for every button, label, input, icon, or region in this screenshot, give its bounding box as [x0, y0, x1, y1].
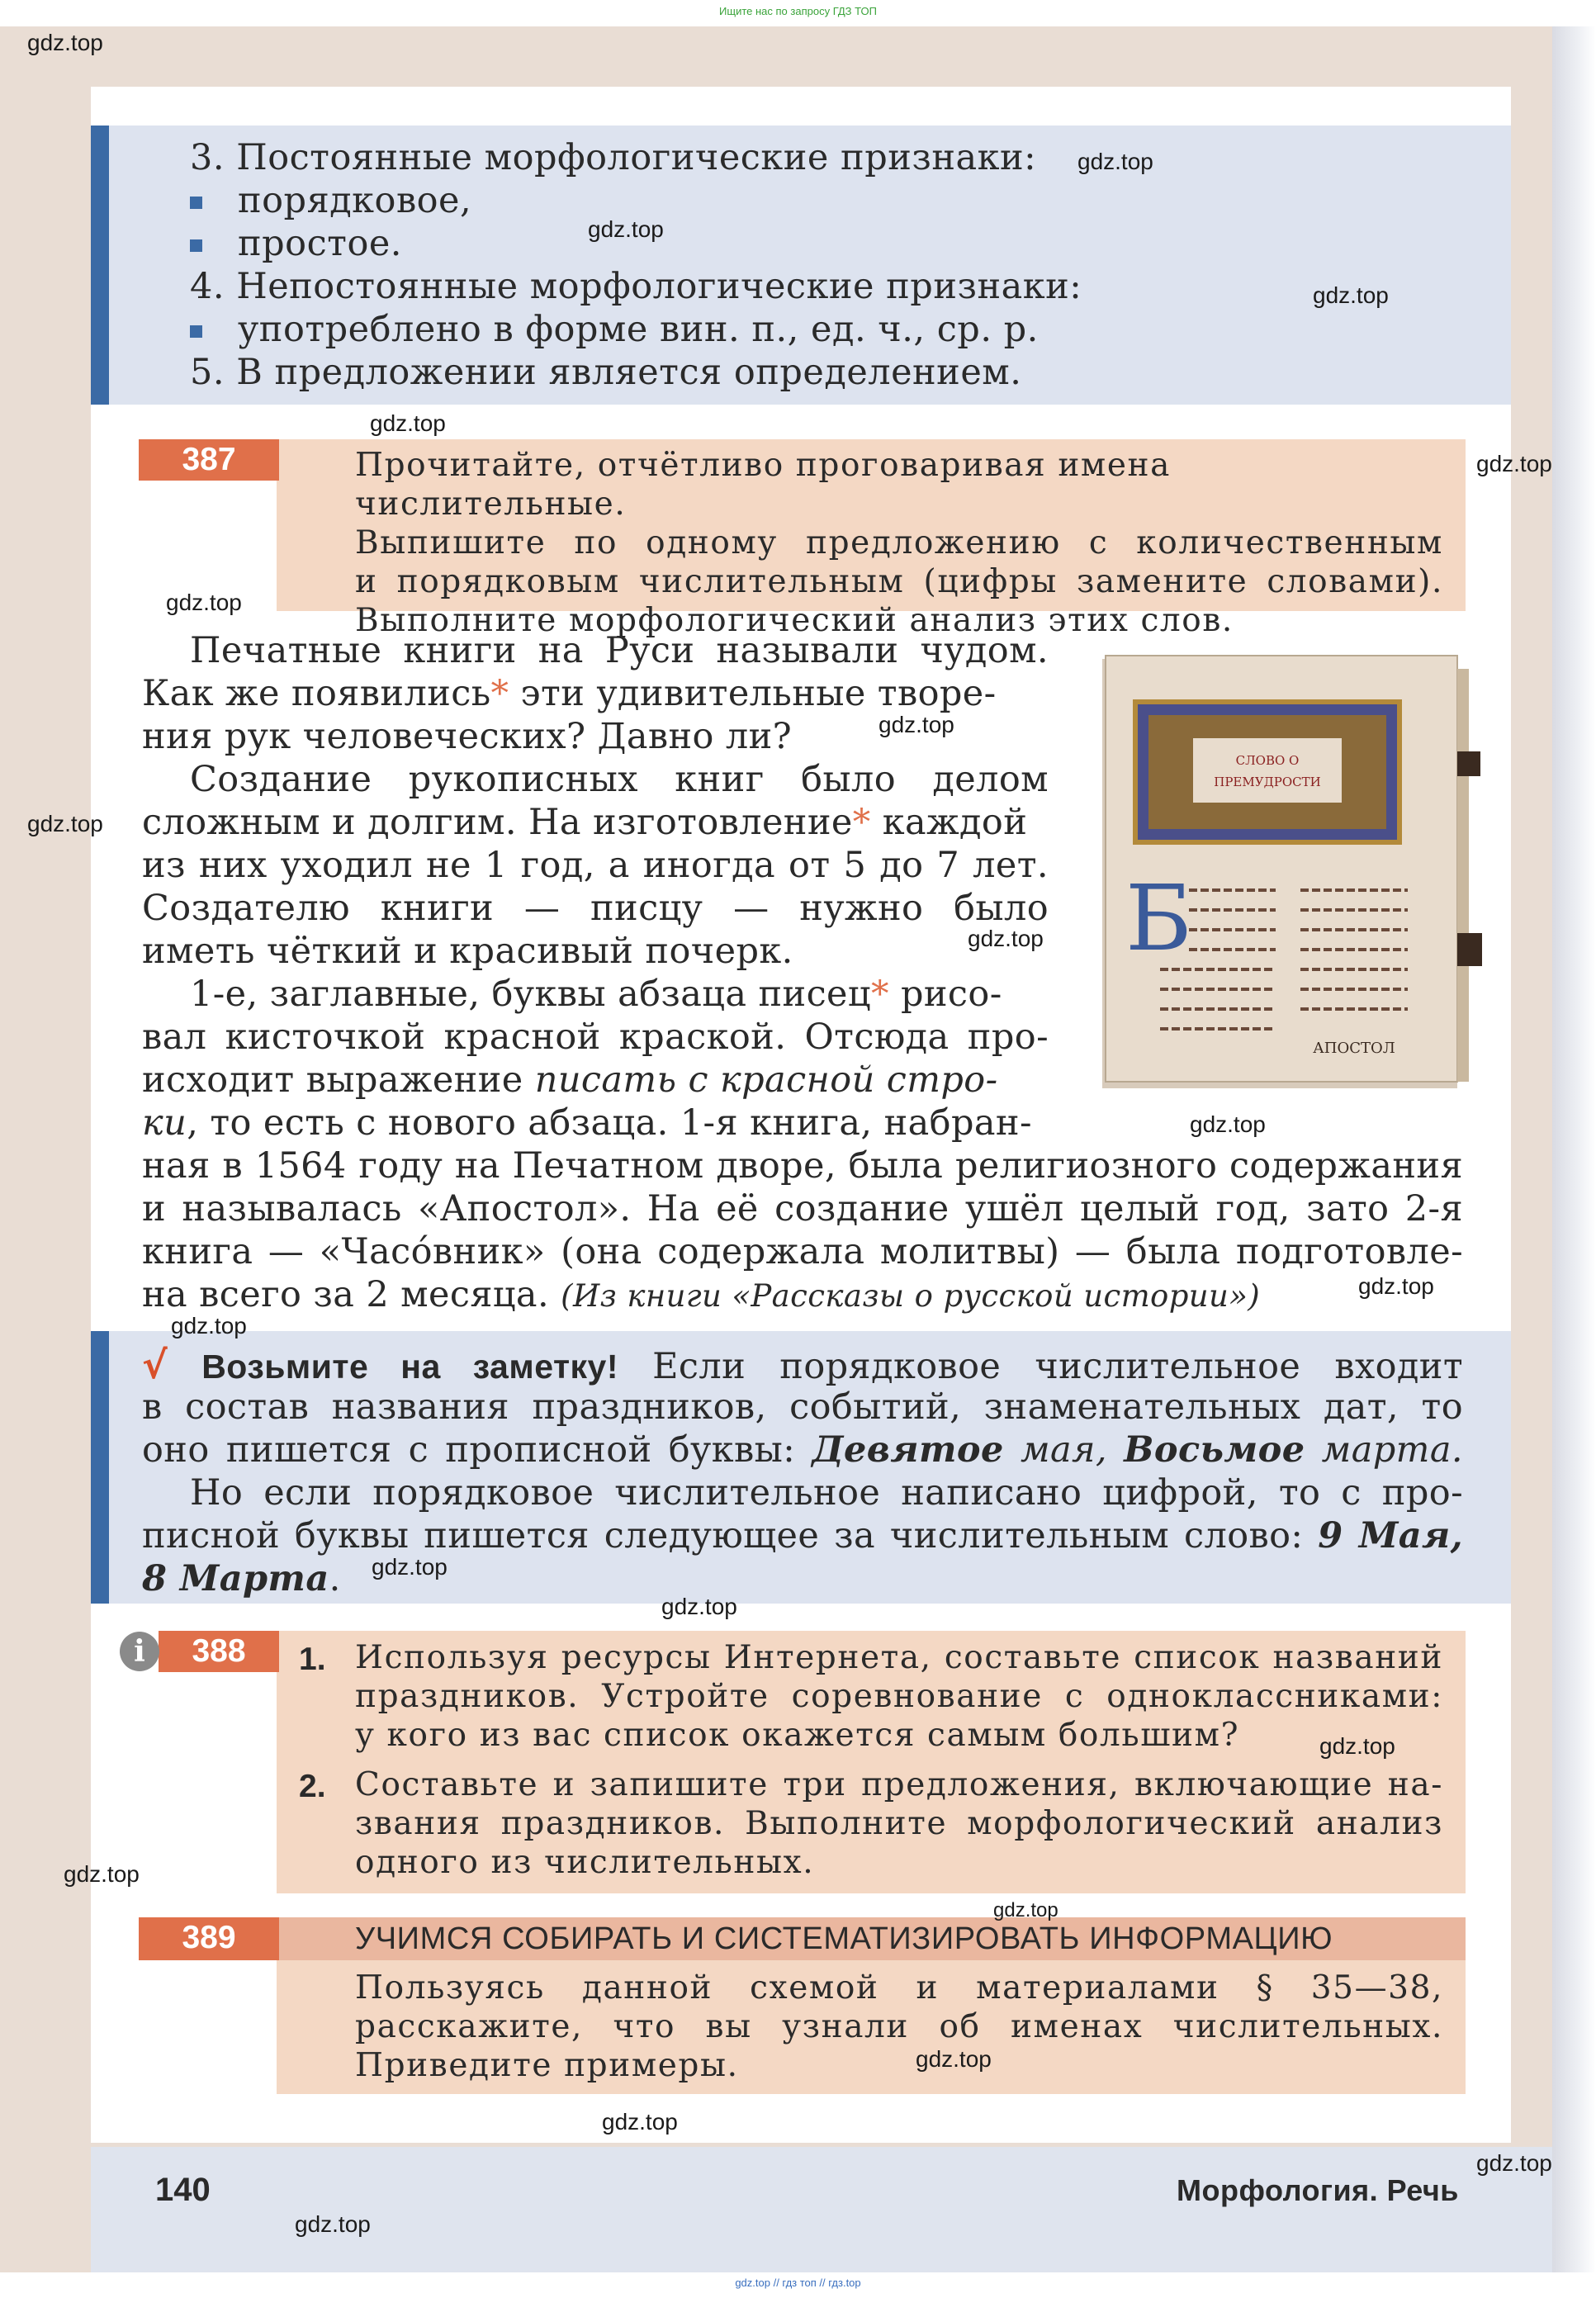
- task-line: Прочитайте, отчётливо проговаривая имена числительные.: [355, 447, 1171, 523]
- note-text: Если порядковое числительное входит: [652, 1346, 1464, 1387]
- watermark: gdz.top: [1313, 282, 1389, 308]
- task-388-item-1: [355, 1638, 1443, 1755]
- text-italic: писать с красной стро-: [534, 1059, 998, 1101]
- task-line: Приведите примеры.: [355, 2047, 739, 2084]
- note-example: 9 Мая,: [1318, 1515, 1464, 1556]
- watermark: gdz.top: [1190, 1111, 1266, 1137]
- footer-band: [91, 2147, 1552, 2272]
- text-line: и называлась «Апостол». На её создание ушёл целый год, зато 2-я: [142, 1188, 1463, 1230]
- watermark: gdz.top: [171, 1313, 247, 1339]
- text-line: из них уходил не 1 год, а иногда от 5 до 7 лет.: [142, 845, 1049, 886]
- text-fragment: 1-е, заглавные, буквы абзаца писец: [190, 974, 871, 1015]
- watermark: gdz.top: [1476, 2150, 1552, 2176]
- analysis-line: 5. В предложении является определением.: [190, 352, 1022, 393]
- manuscript-title: СЛОВО О: [1235, 753, 1300, 768]
- task-line: Выполните морфологический анализ этих слов.: [355, 602, 1234, 639]
- watermark: gdz.top: [661, 1594, 737, 1619]
- note-line: в состав названия праздников, событий, знаменательных дат, то: [142, 1386, 1463, 1428]
- analysis-line: простое.: [238, 223, 402, 264]
- note-line: [142, 1514, 1463, 1557]
- note-line: Но если порядковое числительное написано цифрой, то с про-: [190, 1472, 1463, 1514]
- note-bar: [91, 1331, 109, 1604]
- task-389-text: [355, 1969, 1443, 2085]
- item-number: 1.: [299, 1642, 326, 1677]
- watermark: gdz.top: [1319, 1733, 1395, 1759]
- watermark: gdz.top: [1358, 1273, 1434, 1299]
- task-387-text: [355, 446, 1443, 640]
- task-388-item-2: [355, 1765, 1443, 1882]
- task-line: Составьте и запишите три предложения, включающие на-: [355, 1766, 1443, 1803]
- text-line: [142, 1102, 1067, 1144]
- watermark: gdz.top: [968, 926, 1044, 951]
- note-example: Восьмое: [1124, 1429, 1305, 1471]
- manuscript-image: [1094, 652, 1482, 1098]
- watermark: gdz.top: [993, 1899, 1058, 1921]
- task-line: Выпишите по одному предложению с количественным: [355, 524, 1443, 561]
- star-mark: *: [852, 802, 871, 843]
- analysis-bar: [91, 126, 109, 405]
- note-text: .: [329, 1558, 341, 1599]
- bullet-icon: [190, 239, 202, 252]
- note-example: марта.: [1321, 1429, 1463, 1471]
- text-fragment: , то есть с нового абзаца. 1-я книга, набран-: [187, 1102, 1032, 1144]
- task-387-number: 387: [139, 439, 279, 481]
- star-mark: *: [870, 974, 889, 1015]
- text-line: ния рук человеческих? Давно ли?: [142, 716, 793, 757]
- text-line: [142, 801, 1050, 844]
- note-example: 8 Марта: [142, 1558, 329, 1599]
- task-line: и порядковым числительным (цифры замените словами).: [355, 563, 1443, 600]
- watermark: gdz.top: [1077, 149, 1153, 174]
- bullet-icon: [190, 325, 202, 338]
- watermark: gdz.top: [64, 1861, 140, 1887]
- page-edge: [1552, 26, 1596, 2272]
- check-icon: √: [142, 1343, 168, 1387]
- text-fragment: Как же появились: [142, 673, 491, 714]
- watermark: gdz.top: [1476, 451, 1552, 476]
- text-line: иметь чёткий и красивый почерк.: [142, 931, 793, 972]
- bullet-icon: [190, 197, 202, 209]
- watermark: gdz.top: [602, 2109, 678, 2135]
- watermark: gdz.top: [27, 811, 103, 836]
- analysis-line: употреблено в форме вин. п., ед. ч., ср. р.: [238, 309, 1039, 350]
- initial-letter: Б: [1125, 865, 1192, 971]
- text-line: Создание рукописных книг было делом: [190, 759, 1049, 800]
- info-icon: i: [120, 1632, 159, 1671]
- text-line: Создателю книги — писцу — нужно было: [142, 888, 1049, 929]
- section-name: Морфология. Речь: [1177, 2173, 1459, 2207]
- manuscript-title: ПРЕМУДРОСТИ: [1214, 775, 1321, 789]
- task-line: Пользуясь данной схемой и материалами § 35—38,: [355, 1969, 1443, 2007]
- text-fragment: на всего за 2 месяца.: [142, 1274, 550, 1315]
- text-fragment: исходит выражение: [142, 1059, 523, 1101]
- text-line: [142, 1059, 1067, 1102]
- task-line: Используя ресурсы Интернета, составьте список названий: [355, 1639, 1443, 1676]
- note-line: [142, 1557, 1463, 1600]
- text-line: [142, 1273, 1463, 1318]
- text-line: [190, 973, 1065, 1016]
- analysis-line: 3. Постоянные морфологические признаки:: [190, 137, 1037, 178]
- text-line: вал кисточкой красной краской. Отсюда про-: [142, 1016, 1049, 1058]
- text-line: Печатные книги на Руси называли чудом.: [190, 630, 1049, 671]
- task-line: расскажите, что вы узнали об именах числительных.: [355, 2008, 1443, 2045]
- watermark: gdz.top: [27, 30, 103, 55]
- text-fragment: каждой: [882, 802, 1028, 843]
- task-line: праздников. Устройте соревнование с одноклассниками:: [355, 1678, 1443, 1715]
- note-line: [142, 1429, 1463, 1471]
- text-line: ная в 1564 году на Печатном дворе, была религиозного содержания: [142, 1145, 1463, 1187]
- note-heading: Возьмите на заметку!: [201, 1348, 619, 1386]
- text-fragment: эти удивительные творе-: [520, 673, 997, 714]
- source-citation: (Из книги «Рассказы о русской истории»): [561, 1278, 1261, 1314]
- note-example: мая,: [1020, 1429, 1107, 1471]
- page-number: 140: [155, 2172, 211, 2208]
- note-text: писной буквы пишется следующее за числительным слово:: [142, 1515, 1304, 1556]
- watermark: gdz.top: [295, 2211, 371, 2237]
- task-line: звания праздников. Выполните морфологический анализ: [355, 1805, 1443, 1842]
- task-389-number: 389: [139, 1917, 279, 1960]
- analysis-line: порядковое,: [238, 180, 472, 221]
- bottom-banner: gdz.top // гдз топ // гдз.top: [735, 2277, 861, 2289]
- text-italic: ки: [142, 1102, 187, 1144]
- text-fragment: рисо-: [900, 974, 1002, 1015]
- text-fragment: сложным и долгим. На изготовление: [142, 802, 853, 843]
- note-example: Девятое: [812, 1429, 1004, 1471]
- text-line: книга — «Часо́вник» (она содержала молитвы) — была подготовле-: [142, 1231, 1463, 1272]
- watermark: gdz.top: [166, 590, 242, 615]
- analysis-line: 4. Непостоянные морфологические признаки:: [190, 266, 1082, 307]
- manuscript-caption: АПОСТОЛ: [1313, 1040, 1395, 1057]
- watermark: gdz.top: [588, 216, 664, 242]
- watermark: gdz.top: [916, 2046, 992, 2072]
- task-line: одного из числительных.: [355, 1844, 815, 1881]
- item-number: 2.: [299, 1769, 326, 1804]
- watermark: gdz.top: [879, 712, 954, 737]
- note-line: [142, 1343, 1463, 1388]
- note-text: оно пишется с прописной буквы:: [142, 1429, 796, 1471]
- task-388-number: 388: [159, 1631, 279, 1672]
- star-mark: *: [490, 673, 509, 714]
- top-banner: Ищите нас по запросу ГДЗ ТОП: [719, 5, 877, 17]
- watermark: gdz.top: [372, 1554, 448, 1580]
- task-line: у кого из вас список окажется самым большим?: [355, 1717, 1240, 1754]
- task-389-heading: УЧИМСЯ СОБИРАТЬ И СИСТЕМАТИЗИРОВАТЬ ИНФОРМАЦИЮ: [355, 1921, 1333, 1956]
- watermark: gdz.top: [370, 410, 446, 436]
- text-line: [142, 672, 1050, 715]
